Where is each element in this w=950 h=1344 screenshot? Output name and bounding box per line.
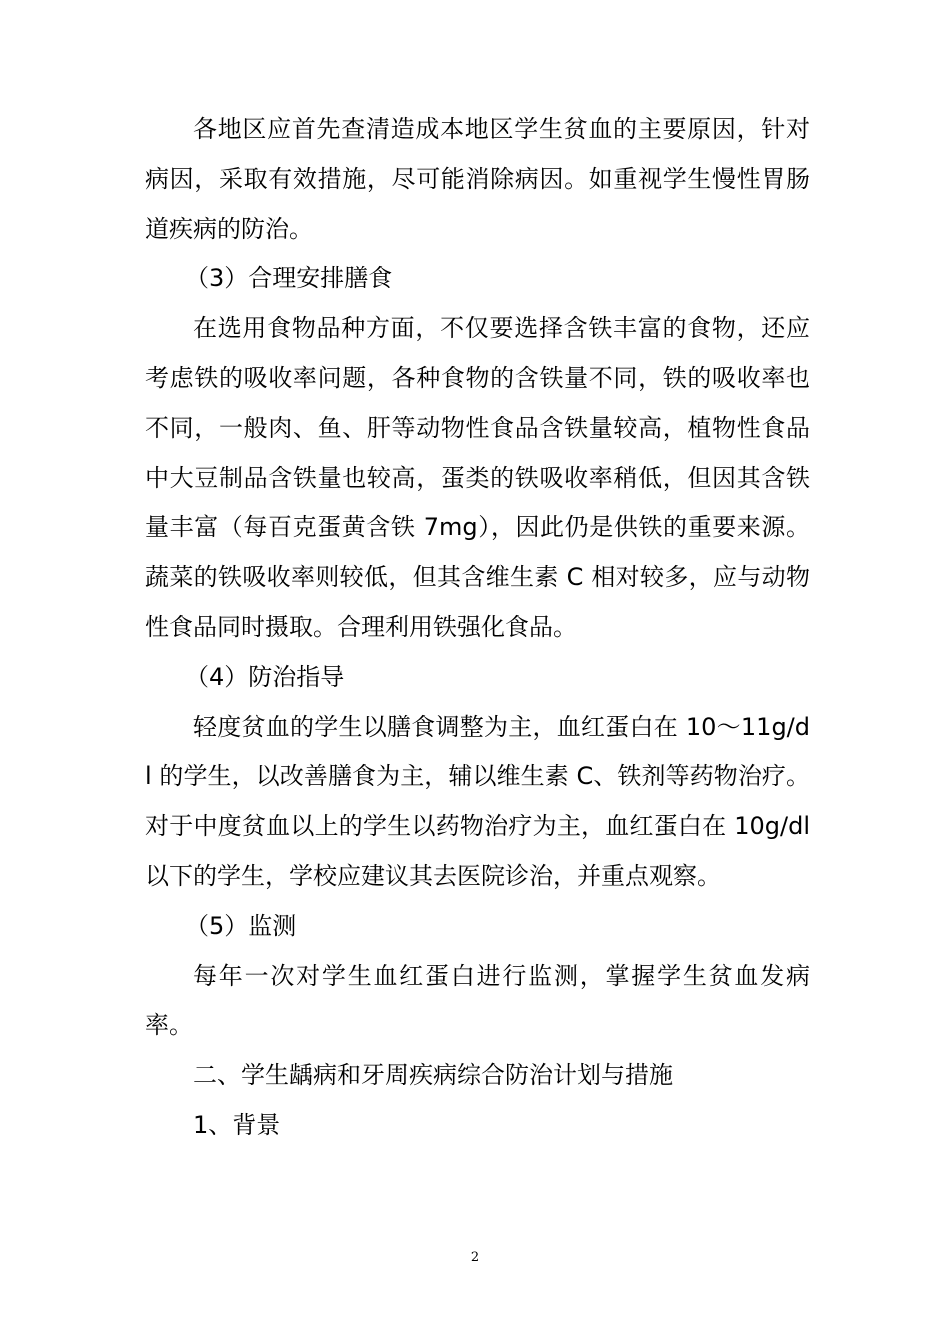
paragraph-monitoring: 每年一次对学生血红蛋白进行监测，掌握学生贫血发病率。	[145, 961, 810, 1040]
subsection-heading-background: 1、背景	[193, 1110, 281, 1139]
heading-diet: （3）合理安排膳食	[185, 264, 393, 293]
document-body	[145, 105, 810, 1151]
paragraph-cause-control: 各地区应首先查清造成本地区学生贫血的主要原因，针对病因，采取有效措施，尽可能消除病因。如重视学生慢性胃肠道疾病的防治。	[145, 115, 810, 243]
paragraph-guidance: 轻度贫血的学生以膳食调整为主，血红蛋白在 10～11g/dl 的学生，以改善膳食为主，辅以维生素 C、铁剂等药物治疗。对于中度贫血以上的学生以药物治疗为主，血红蛋白在 10g/dl 以下的学生，学校应建议其去医院诊治，并重点观察。	[145, 712, 810, 890]
section-heading-caries: 二、学生龋病和牙周疾病综合防治计划与措施	[193, 1061, 673, 1090]
heading-guidance: （4）防治指导	[185, 662, 345, 691]
paragraph-diet: 在选用食物品种方面，不仅要选择含铁丰富的食物，还应考虑铁的吸收率问题，各种食物的含铁量不同，铁的吸收率也不同，一般肉、鱼、肝等动物性食品含铁量较高，植物性食品中大豆制品含铁量也较高，蛋类的铁吸收率稍低，但因其含铁量丰富（每百克蛋黄含铁 7mg），因此仍是供铁的重要来源。蔬菜的铁吸收率则较低，但其含维生素 C 相对较多，应与动物性食品同时摄取。合理利用铁强化食品。	[145, 314, 810, 641]
page-number: 2	[470, 1250, 480, 1265]
heading-monitoring: （5）监测	[185, 911, 297, 940]
